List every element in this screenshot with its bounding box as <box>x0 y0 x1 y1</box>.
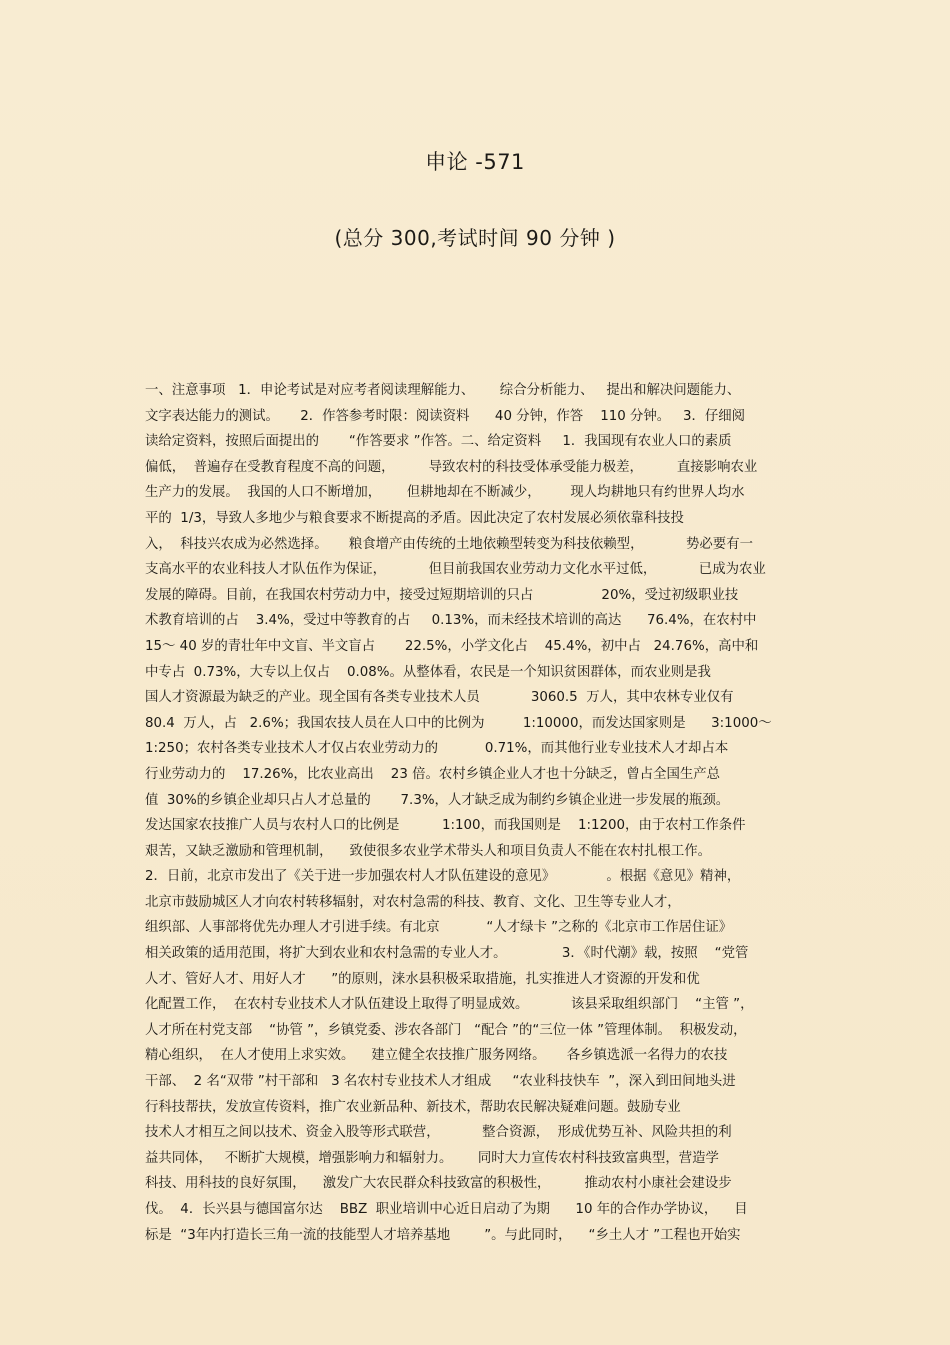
body-line: 组织部、人事部将优先办理人才引进手续。有北京 “人才绿卡 ”之称的《北京市工作居住证》 <box>145 920 733 936</box>
body-line: 北京市鼓励城区人才向农村转移辐射，对农村急需的科技、教育、文化、卫生等专业人才， <box>145 894 681 910</box>
body-line: 读给定资料，按照后面提出的 “作答要求 ”作答。二、给定资料 1．我国现有农业人口的素质 <box>145 434 732 450</box>
document-body <box>145 378 810 1248</box>
body-line: 文字表达能力的测试。 2．作答参考时限：阅读资料 40 分钟，作答 110 分钟。 3．仔细阅 <box>145 408 746 424</box>
body-line: 平的 1/3，导致人多地少与粮食要求不断提高的矛盾。因此决定了农村发展必须依靠科技投 <box>145 510 684 526</box>
body-line: 生产力的发展。 我国的人口不断增加， 但耕地却在不断减少， 现人均耕地只有约世界人均水 <box>145 485 745 501</box>
body-line: 国人才资源最为缺乏的产业。现全国有各类专业技术人员 3060.5 万人，其中农林专业仅有 <box>145 690 734 706</box>
body-line: 中专占 0.73%，大专以上仅占 0.08%。从整体看，农民是一个知识贫困群体，而农业则是我 <box>145 664 711 680</box>
body-line: 伐。 4．长兴县与德国富尔达 BBZ 职业培训中心近日启动了为期 10 年的合作办学协议， 目 <box>145 1202 748 1217</box>
body-line: 偏低， 普遍存在受教育程度不高的问题， 导致农村的科技受体承受能力极差， 直接影响农业 <box>145 459 758 475</box>
body-line: 入， 科技兴农成为必然选择。 粮食增产由传统的土地依赖型转变为科技依赖型， 势必要有一 <box>145 536 753 552</box>
body-line: 发展的障碍。目前，在我国农村劳动力中，接受过短期培训的只占 20%，受过初级职业技 <box>145 587 739 603</box>
document-title: 申论 -571 <box>425 150 525 174</box>
body-line: 一、注意事项 1．申论考试是对应考者阅读理解能力、 综合分析能力、 提出和解决问题能力、 <box>145 383 741 398</box>
body-line: 支高水平的农业科技人才队伍作为保证， 但目前我国农业劳动力文化水平过低， 已成为农业 <box>145 562 766 578</box>
body-line: 术教育培训的占 3.4%，受过中等教育的占 0.13%，而未经技术培训的高达 76.4%，在农村中 <box>145 613 757 629</box>
body-line: 值 30%的乡镇企业却只占人才总量的 7.3%，人才缺乏成为制约乡镇企业进一步发展的瓶颈。 <box>145 792 730 808</box>
body-line: 80.4 万人，占 2.6%；我国农技人员在人口中的比例为 1:10000，而发达国家则是 3:1000～ <box>145 715 772 731</box>
body-line: 益共同体， 不断扩大规模，增强影响力和辐射力。 同时大力宣传农村科技致富典型，营造学 <box>145 1150 719 1166</box>
body-line: 科技、用科技的良好氛围， 激发广大农民群众科技致富的积极性， 推动农村小康社会建设步 <box>145 1176 732 1192</box>
body-line: 行业劳动力的 17.26%，比农业高出 23 倍。农村乡镇企业人才也十分缺乏，曾占全国生产总 <box>145 766 721 782</box>
body-line: 精心组织， 在人才使用上求实效。 建立健全农技推广服务网络。 各乡镇选派一名得力的农技 <box>145 1048 728 1064</box>
body-line: 干部、 2 名“双带 ”村干部和 3 名农村专业技术人才组成 “农业科技快车 ”，深入到田间地头进 <box>145 1074 736 1090</box>
document-subtitle: (总分 300,考试时间 90 分钟 ) <box>334 226 616 250</box>
body-line: 1:250；农村各类专业技术人才仅占农业劳动力的 0.71%，而其他行业专业技术人才却占本 <box>145 741 729 757</box>
body-line: 发达国家农技推广人员与农村人口的比例是 1:100，而我国则是 1:1200，由于农村工作条件 <box>145 818 746 834</box>
body-line: 化配置工作， 在农村专业技术人才队伍建设上取得了明显成效。 该县采取组织部门 “主管 ”， <box>145 997 754 1013</box>
body-line: 15～ 40 岁的青壮年中文盲、半文盲占 22.5%，小学文化占 45.4%，初中占 24.76%，高中和 <box>145 638 759 654</box>
body-line: 行科技帮扶，发放宣传资料，推广农业新品种、新技术，帮助农民解决疑难问题。鼓励专业 <box>145 1099 681 1115</box>
body-line: 技术人才相互之间以技术、资金入股等形式联营， 整合资源， 形成优势互补、风险共担的利 <box>145 1125 732 1141</box>
body-line: 人才、管好人才、用好人才 ”的原则，涞水县积极采取措施，扎实推进人才资源的开发和优 <box>145 971 700 987</box>
body-line: 标是 “3年内打造长三角一流的技能型人才培养基地 ”。与此同时， “乡土人才 ”工程也开始实 <box>145 1227 741 1243</box>
body-line: 艰苦，又缺乏激励和管理机制， 致使很多农业学术带头人和项目负责人不能在农村扎根工作。 <box>145 843 712 859</box>
body-line: 人才所在村党支部 “协管 ”，乡镇党委、涉农各部门 “配合 ”的“三位一体 ”管理体制。 积极发动， <box>145 1022 747 1038</box>
body-line: 2．日前，北京市发出了《关于进一步加强农村人才队伍建设的意见》 。根据《意见》精神， <box>145 869 741 885</box>
body-line: 相关政策的适用范围，将扩大到农业和农村急需的专业人才。 3．《时代潮》载，按照 “党管 <box>145 946 749 962</box>
